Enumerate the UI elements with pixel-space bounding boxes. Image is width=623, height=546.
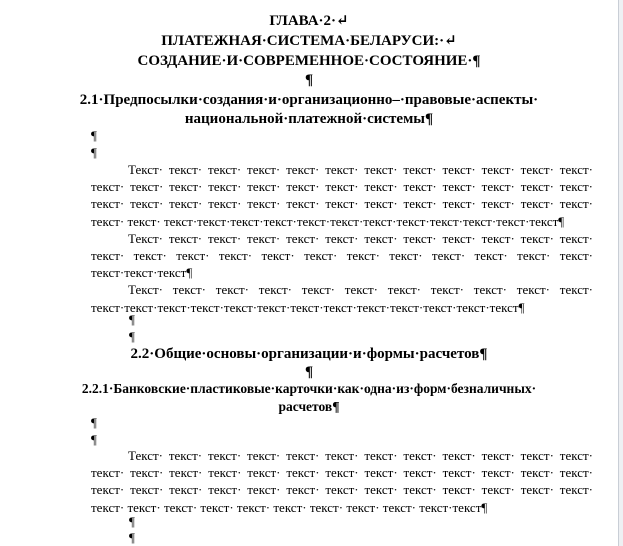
section-2-2-1-body xyxy=(91,447,593,516)
empty-paragraph-mark: ¶ xyxy=(129,514,135,529)
empty-paragraph-mark: ¶ xyxy=(91,145,97,160)
empty-paragraph-mark: ¶ xyxy=(129,312,135,327)
section-2-1-title-line-1: 2.1·Предпосылки·создания·и·организационно–·правовые·аспекты· xyxy=(79,92,539,108)
body-paragraph: Текст· текст· текст· текст· текст· текст· текст· текст· текст· текст· текст· текст· текст· текст· текст· текст· текст· текст· текст· текст· текст· текст· текст· текст· текст·текст·текст¶ xyxy=(91,230,593,281)
section-2-2-empty-paragraph: ¶ xyxy=(304,364,314,380)
empty-paragraph-mark: ¶ xyxy=(91,432,97,447)
empty-paragraph-mark: ¶ xyxy=(129,329,135,344)
empty-paragraph-mark: ¶ xyxy=(91,128,97,143)
empty-paragraph-mark: ¶ xyxy=(129,530,135,545)
empty-paragraph-mark: ¶ xyxy=(91,415,97,430)
section-2-1-title-line-2: национальной·платежной·системы¶ xyxy=(184,111,434,127)
window-right-edge xyxy=(618,0,623,546)
chapter-empty-paragraph: ¶ xyxy=(304,72,314,88)
chapter-heading-line-2: ПЛАТЕЖНАЯ·СИСТЕМА·БЕЛАРУСИ:·↵ xyxy=(161,33,457,49)
chapter-heading-line-3: СОЗДАНИЕ·И·СОВРЕМЕННОЕ·СОСТОЯНИЕ·¶ xyxy=(137,53,481,69)
body-paragraph: Текст· текст· текст· текст· текст· текст· текст· текст· текст· текст· текст· текст· текст· текст· текст· текст· текст· текст· текст· текст· текст· текст· текст· текст· текст· текст· текст· текст· текст· текст· текст· текст· текст· текст· текст· текст· текст· текст· текст· текст· текст· текст· текст· текст· текст· текст· текст· текст·текст¶ xyxy=(91,448,593,515)
body-paragraph: Текст· текст· текст· текст· текст· текст· текст· текст· текст· текст· текст· текст· текст· текст· текст· текст· текст· текст· текст· текст· текст· текст· текст· текст· текст· текст· текст· текст· текст· текст· текст· текст· текст· текст· текст· текст· текст· текст· текст· текст· текст·текст·текст·текст·текст·текст·текст·текст·текст·текст·текст·текст¶ xyxy=(91,162,593,229)
body-paragraph: Текст· текст· текст· текст· текст· текст· текст· текст· текст· текст· текст· текст·текст·текст·текст·текст·текст·текст·текст·текст·текст·текст·текст·текст¶ xyxy=(91,282,593,315)
section-2-2-title: 2.2·Общие·основы·организации·и·формы·расчетов¶ xyxy=(130,346,488,362)
section-2-2-1-title-line-2: расчетов¶ xyxy=(278,399,340,414)
section-2-1-body xyxy=(91,161,593,316)
chapter-heading-line-1: ГЛАВА·2·↵ xyxy=(269,13,349,29)
section-2-2-1-title-line-1: 2.2.1·Банковские·пластиковые·карточки·как·одна·из·форм·безналичных· xyxy=(81,381,537,396)
